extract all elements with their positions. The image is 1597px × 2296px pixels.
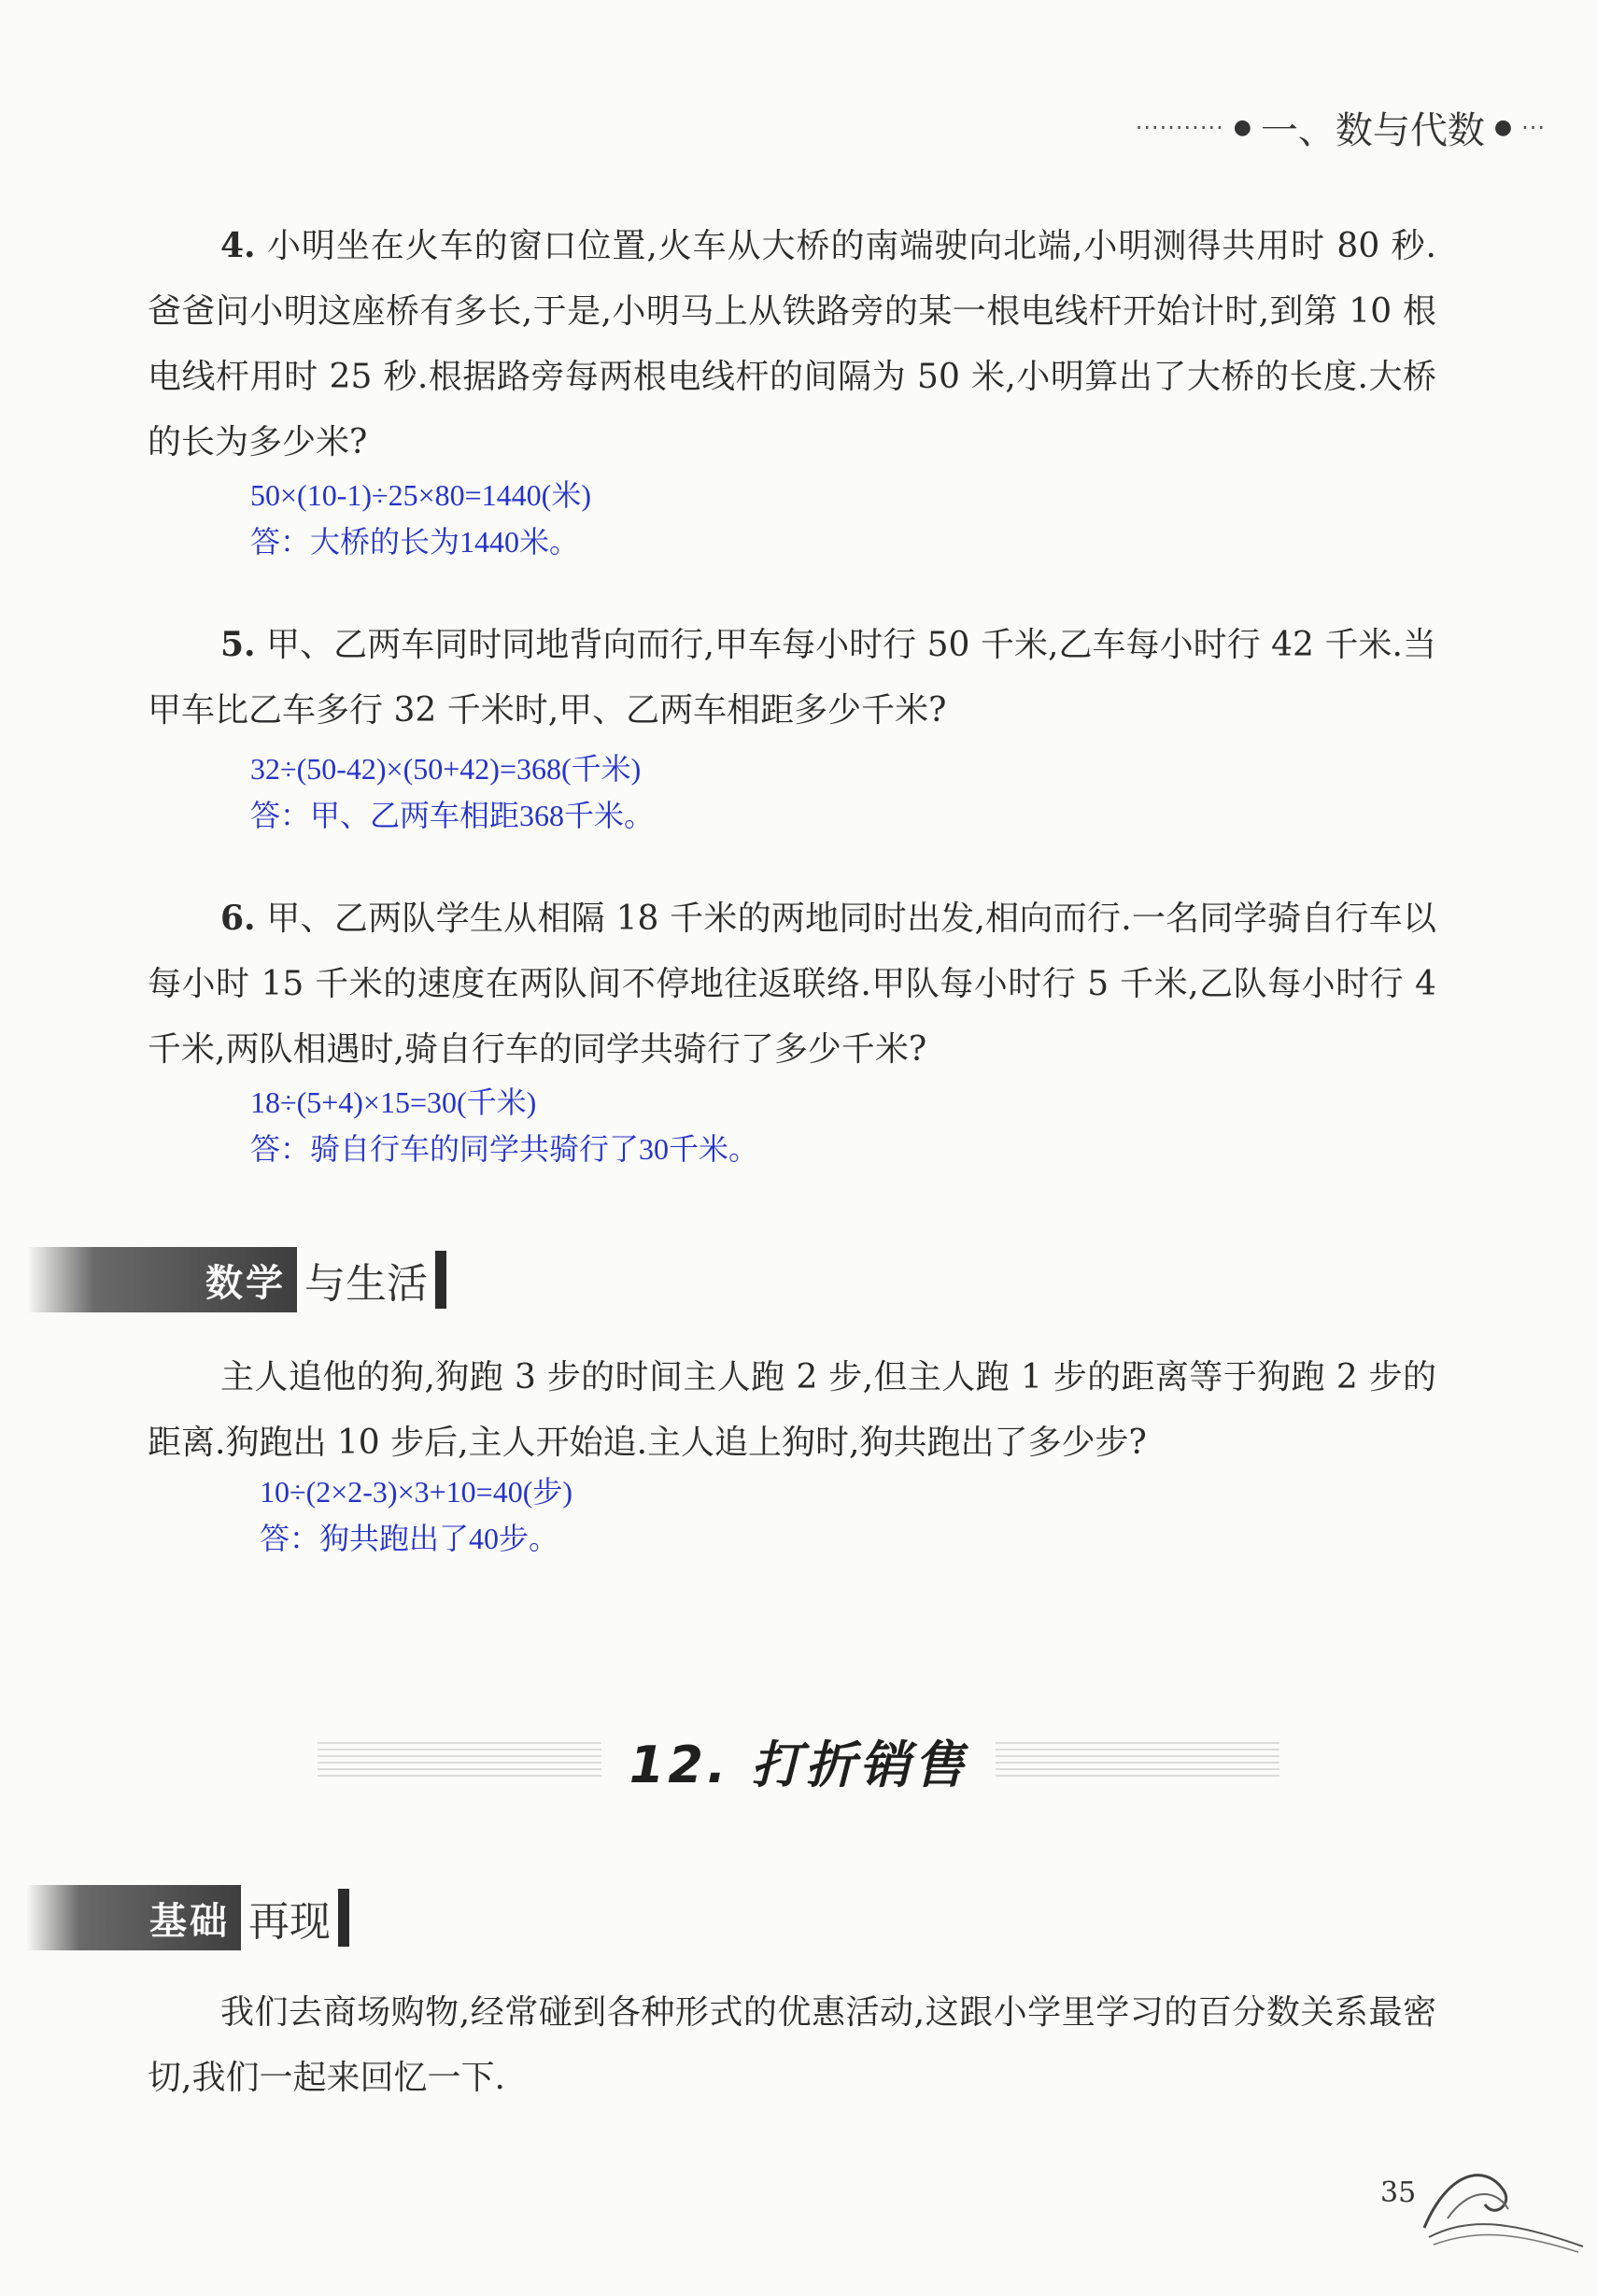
answer-6 xyxy=(250,1079,758,1172)
chapter-title: 12. 打折销售 xyxy=(629,1735,968,1794)
problem-text: 甲、乙两车同时同地背向而行,甲车每小时行 50 千米,乙车每小时行 42 千米.当甲车比乙车多行 32 千米时,甲、乙两车相距多少千米? xyxy=(148,626,1436,730)
answer-text: 答：骑自行车的同学共骑行了30千米。 xyxy=(250,1132,759,1166)
section-end-block xyxy=(435,1251,446,1309)
wave-swirl-icon xyxy=(1420,2153,1588,2256)
wave-decoration xyxy=(318,1742,601,1779)
running-header xyxy=(1136,101,1546,154)
section-label-bar xyxy=(26,1885,241,1950)
answer-formula: 18÷(5+4)×15=30(千米) xyxy=(250,1085,537,1119)
header-dots: ··· xyxy=(1521,114,1546,141)
problem-number: 6. xyxy=(220,899,256,938)
answer-5 xyxy=(250,745,654,839)
wave-decoration xyxy=(996,1742,1279,1779)
problem-text: 甲、乙两队学生从相隔 18 千米的两地同时出发,相向而行.一名同学骑自行车以每小时 15 千米的速度在两队间不停地往返联络.甲队每小时行 5 千米,乙队每小时行 4 千米,两队相遇时,骑自行车的同学共骑行了多少千米? xyxy=(148,900,1436,1069)
bullet-icon: ● xyxy=(1233,116,1251,139)
problem-text: 主人追他的狗,狗跑 3 步的时间主人跑 2 步,但主人跑 1 步的距离等于狗跑 2 步的距离.狗跑出 10 步后,主人开始追.主人追上狗时,狗共跑出了多少步? xyxy=(148,1358,1436,1462)
header-section-title: 一、数与代数 xyxy=(1260,109,1485,152)
section-label-bold: 数学 xyxy=(205,1261,286,1305)
section-label-bold: 基础 xyxy=(149,1899,230,1943)
header-dots: ··········· xyxy=(1135,114,1224,141)
answer-4 xyxy=(250,472,591,565)
answer-formula: 10÷(2×2-3)×3+10=40(步) xyxy=(260,1475,573,1509)
chapter-heading xyxy=(318,1723,1279,1798)
intro-text: 我们去商场购物,经常碰到各种形式的优惠活动,这跟小学里学习的百分数关系最密切,我们一起来回忆一下. xyxy=(148,1993,1436,2097)
answer-formula: 50×(10-1)÷25×80=1440(米) xyxy=(250,478,591,512)
life-answer xyxy=(260,1468,572,1562)
answer-text: 答：甲、乙两车相距368千米。 xyxy=(250,799,655,832)
problem-4 xyxy=(148,213,1436,475)
life-problem xyxy=(148,1345,1436,1476)
problem-number: 5. xyxy=(220,625,256,664)
problem-number: 4. xyxy=(220,226,256,265)
page-number: 35 xyxy=(1380,2176,1417,2209)
answer-text: 答：大桥的长为1440米。 xyxy=(250,525,580,559)
problem-text: 小明坐在火车的窗口位置,火车从大桥的南端驶向北端,小明测得共用时 80 秒.爸爸问小明这座桥有多长,于是,小明马上从铁路旁的某一根电线杆开始计时,到第 10 根电线杆用时 25 秒.根据路旁每两根电线杆的间隔为 50 米,小明算出了大桥的长度.大桥的长为多少米? xyxy=(148,227,1436,461)
bullet-icon: ● xyxy=(1493,116,1513,139)
section-basic-review xyxy=(26,1885,349,1950)
section-end-block xyxy=(338,1889,349,1947)
problem-5 xyxy=(148,612,1436,744)
section-label-light: 再现 xyxy=(248,1898,331,1946)
section-math-and-life xyxy=(26,1247,446,1312)
problem-6 xyxy=(148,886,1436,1083)
answer-formula: 32÷(50-42)×(50+42)=368(千米) xyxy=(250,752,642,786)
basic-intro-text xyxy=(148,1980,1436,2111)
answer-text: 答：狗共跑出了40步。 xyxy=(260,1522,559,1555)
section-label-light: 与生活 xyxy=(304,1260,428,1308)
section-label-bar xyxy=(26,1247,297,1312)
